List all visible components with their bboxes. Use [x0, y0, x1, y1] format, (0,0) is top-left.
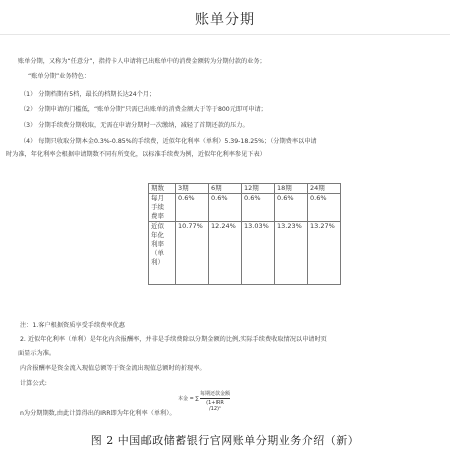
table-cell: 0.6% [242, 194, 275, 222]
row-label-annual-rate: 近似 年化 利率 （单 利） [149, 222, 176, 285]
features-heading: “账单分期”业务特色： [28, 73, 91, 80]
page-title: 账单分期 [195, 12, 255, 28]
table-cell: 13.23% [275, 222, 308, 285]
table-header-cell: 期数 [149, 184, 176, 194]
feature-item-4: （4） 每期只收取分期本金0.3%-0.85%的手续费，近似年化利率（单利）5.39-18.25%；（分期费率以申请 [20, 138, 317, 145]
note-2-cont: 面显示为准。 [18, 350, 56, 357]
table-cell: 0.6% [176, 194, 209, 222]
table-cell: 0.6% [275, 194, 308, 222]
intro-definition: 账单分期，又称为“任意分”，指持卡人申请将已出账单中的消费金额转为分期付款的业务； [18, 58, 266, 65]
figure-caption: 图 2 中国邮政储蓄银行官网账单分期业务介绍（新） [90, 434, 360, 447]
table-header-cell: 12期 [242, 184, 275, 194]
table-cell: 13.27% [308, 222, 341, 285]
note-1: 注：1.客户根据资质享受手续费率优惠 [20, 322, 125, 329]
table-cell: 12.24% [209, 222, 242, 285]
table-cell: 0.6% [308, 194, 341, 222]
formula-denominator: (1+IRR /12)ⁿ [206, 400, 224, 412]
formula-fraction [200, 390, 230, 412]
table-cell: 0.6% [209, 194, 242, 222]
table-cell: 10.77% [176, 222, 209, 285]
formula-numerator: 每期还款金额 [200, 391, 231, 397]
rate-table [148, 183, 341, 285]
n-definition: n为分期期数,由此计算得出的IRR即为年化利率（单利）。 [20, 410, 176, 417]
table-row [149, 222, 341, 285]
feature-item-3: （3） 分期手续费分期收取，无需在申请分期时一次缴纳，减轻了首期还款的压力。 [20, 122, 249, 129]
table-cell: 13.03% [242, 222, 275, 285]
page-header [0, 0, 450, 35]
table-header-cell: 6期 [209, 184, 242, 194]
table-header-row [149, 184, 341, 194]
table-header-cell: 3期 [176, 184, 209, 194]
feature-item-4-cont: 时为准，年化利率会根据申请期数不同有所变化，以标准手续费为例，近似年化利率参见下表） [6, 151, 266, 158]
table-header-cell: 24期 [308, 184, 341, 194]
row-label-monthly-fee: 每月 手续 费率 [149, 194, 176, 222]
formula-lhs: 本金 = ∑ [178, 396, 199, 402]
irr-definition: 内含报酬率是资金流入现值总额等于资金流出现值总额时的折现率。 [20, 365, 206, 372]
feature-item-2: （2） 分期申请的门槛低，“账单分期”只需已出账单的消费金额大于等于800元即可申请； [20, 106, 267, 113]
note-2: 2. 近似年化利率（单利）是年化内含报酬率，并非是手续费除以分期金额的比例,实际手续费收取情况以申请时页 [20, 336, 327, 343]
table-row [149, 194, 341, 222]
table-header-cell: 18期 [275, 184, 308, 194]
feature-item-1: （1） 分期档期有5档，最长的档期长达24个月； [20, 91, 156, 98]
formula-label: 计算公式: [20, 380, 47, 387]
